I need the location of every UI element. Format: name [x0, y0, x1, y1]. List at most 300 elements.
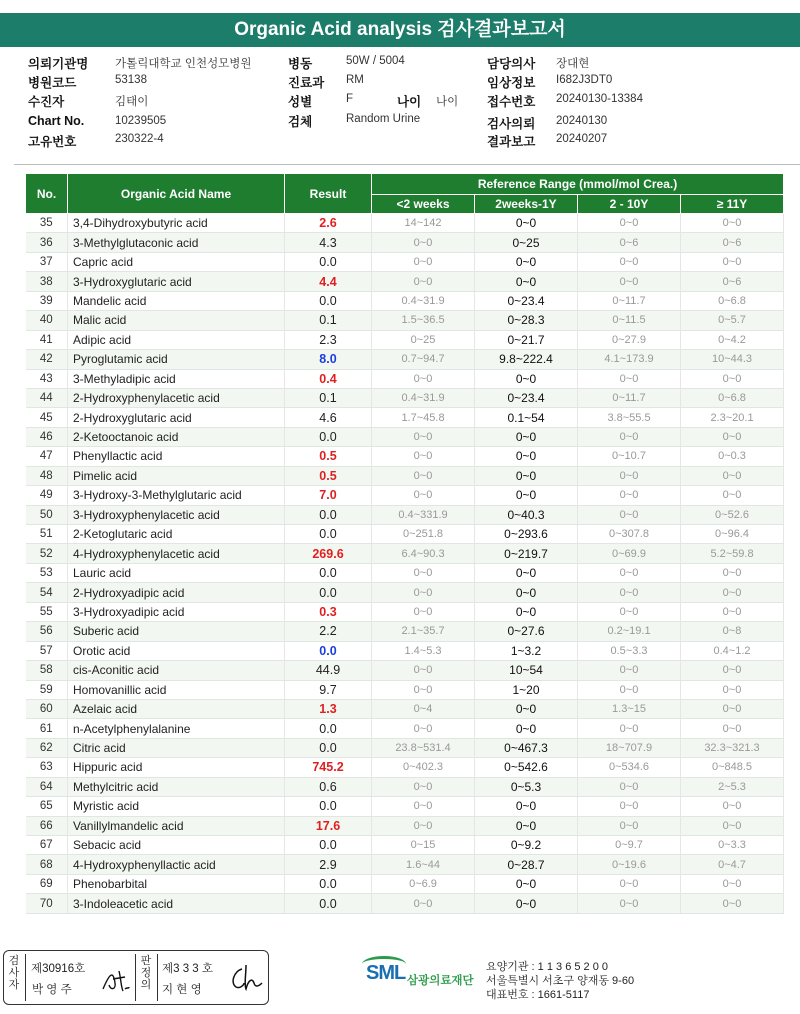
row-acid-name: 3-Indoleacetic acid — [68, 894, 285, 913]
row-range-lt2w: 0~0 — [372, 252, 475, 271]
row-no: 36 — [26, 233, 68, 252]
row-range-lt2w: 14~142 — [372, 214, 475, 233]
clinical-label: 임상정보 — [487, 76, 536, 90]
row-range-2w-1y: 0~0 — [475, 252, 578, 271]
header-no: No. — [26, 174, 68, 214]
row-no: 38 — [26, 272, 68, 291]
table-row — [26, 466, 784, 485]
row-range-2-10y: 0~0 — [578, 214, 681, 233]
row-acid-name: Vanillylmandelic acid — [68, 816, 285, 835]
row-range-ge11y: 2.3~20.1 — [681, 408, 784, 427]
row-range-2w-1y: 0~0 — [475, 369, 578, 388]
row-acid-name: 2-Hydroxyglutaric acid — [68, 408, 285, 427]
row-result: 0.5 — [285, 447, 372, 466]
table-row — [26, 311, 784, 330]
row-range-2w-1y: 0~0 — [475, 563, 578, 582]
examiner-no: 제30916호 — [31, 963, 86, 975]
row-acid-name: Malic acid — [68, 311, 285, 330]
row-no: 64 — [26, 777, 68, 796]
row-range-2w-1y: 0~21.7 — [475, 330, 578, 349]
row-range-ge11y: 10~44.3 — [681, 350, 784, 369]
row-range-2w-1y: 0~0 — [475, 816, 578, 835]
specimen-value: Random Urine — [346, 113, 421, 125]
row-range-ge11y: 0~4.7 — [681, 855, 784, 874]
row-range-2w-1y: 0~0 — [475, 214, 578, 233]
row-acid-name: Sebacic acid — [68, 836, 285, 855]
report-date-label: 결과보고 — [487, 135, 536, 149]
table-row — [26, 544, 784, 563]
row-result: 0.0 — [285, 719, 372, 738]
unique-no-value: 230322-4 — [115, 133, 164, 145]
request-label: 검사의뢰 — [487, 117, 536, 131]
row-range-lt2w: 0~6.9 — [372, 874, 475, 893]
row-acid-name: Citric acid — [68, 738, 285, 757]
row-range-2-10y: 0~0 — [578, 777, 681, 796]
row-range-lt2w: 0~0 — [372, 816, 475, 835]
row-range-lt2w: 0~0 — [372, 427, 475, 446]
separator — [135, 954, 136, 1001]
reviewer-label-text: 판정의 — [140, 955, 152, 991]
row-range-lt2w: 0~0 — [372, 680, 475, 699]
address: 서울특별시 서초구 양재동 9-60 — [486, 975, 635, 987]
row-range-lt2w: 0.4~331.9 — [372, 505, 475, 524]
ward-label: 병동 — [288, 57, 313, 71]
row-range-2w-1y: 0~0 — [475, 466, 578, 485]
row-range-lt2w: 23.8~531.4 — [372, 738, 475, 757]
row-range-2w-1y: 0~0 — [475, 719, 578, 738]
row-range-2-10y: 0~0 — [578, 466, 681, 485]
row-range-2-10y: 0~0 — [578, 680, 681, 699]
row-acid-name: Myristic acid — [68, 797, 285, 816]
row-range-2-10y: 0~11.7 — [578, 388, 681, 407]
row-range-lt2w: 0~0 — [372, 486, 475, 505]
row-range-lt2w: 0~0 — [372, 583, 475, 602]
age-value: 나이 — [436, 96, 459, 108]
table-row — [26, 855, 784, 874]
row-acid-name: 3-Methylglutaconic acid — [68, 233, 285, 252]
row-acid-name: Homovanillic acid — [68, 680, 285, 699]
row-acid-name: Pyroglutamic acid — [68, 350, 285, 369]
row-range-ge11y: 0~0 — [681, 816, 784, 835]
table-row — [26, 894, 784, 913]
row-range-2w-1y: 0~0 — [475, 874, 578, 893]
row-range-2-10y: 0~6 — [578, 233, 681, 252]
row-range-2-10y: 0~0 — [578, 661, 681, 680]
row-range-2-10y: 0~0 — [578, 816, 681, 835]
foundation-name: 삼광의료재단 — [407, 975, 474, 987]
row-range-2-10y: 0~0 — [578, 427, 681, 446]
table-row — [26, 563, 784, 582]
row-no: 40 — [26, 311, 68, 330]
row-range-ge11y: 0~8 — [681, 622, 784, 641]
row-range-2-10y: 3.8~55.5 — [578, 408, 681, 427]
row-range-2-10y: 0~307.8 — [578, 525, 681, 544]
row-range-2w-1y: 0~23.4 — [475, 291, 578, 310]
row-range-2w-1y: 0.1~54 — [475, 408, 578, 427]
row-result: 0.0 — [285, 427, 372, 446]
dept-value: RM — [346, 74, 364, 86]
row-range-ge11y: 5.2~59.8 — [681, 544, 784, 563]
row-result: 0.0 — [285, 583, 372, 602]
row-result: 4.6 — [285, 408, 372, 427]
row-range-2w-1y: 0~0 — [475, 699, 578, 718]
row-no: 51 — [26, 525, 68, 544]
row-range-lt2w: 0~0 — [372, 563, 475, 582]
row-result: 0.3 — [285, 602, 372, 621]
row-range-2w-1y: 0~0 — [475, 602, 578, 621]
row-no: 41 — [26, 330, 68, 349]
row-no: 62 — [26, 738, 68, 757]
table-row — [26, 622, 784, 641]
row-range-2w-1y: 0~219.7 — [475, 544, 578, 563]
row-result: 0.1 — [285, 311, 372, 330]
row-no: 61 — [26, 719, 68, 738]
row-result: 0.5 — [285, 466, 372, 485]
row-result: 0.0 — [285, 505, 372, 524]
row-range-2w-1y: 10~54 — [475, 661, 578, 680]
row-acid-name: 3-Methyladipic acid — [68, 369, 285, 388]
row-range-ge11y: 0~0 — [681, 427, 784, 446]
row-no: 46 — [26, 427, 68, 446]
row-result: 4.3 — [285, 233, 372, 252]
row-no: 45 — [26, 408, 68, 427]
row-range-2-10y: 0~0 — [578, 272, 681, 291]
row-result: 4.4 — [285, 272, 372, 291]
divider — [14, 164, 800, 165]
row-range-ge11y: 0~52.6 — [681, 505, 784, 524]
row-acid-name: n-Acetylphenylalanine — [68, 719, 285, 738]
header-name: Organic Acid Name — [68, 174, 285, 214]
header-range-lt2w: <2 weeks — [372, 195, 475, 214]
row-range-ge11y: 2~5.3 — [681, 777, 784, 796]
table-row — [26, 699, 784, 718]
row-range-2-10y: 0~0 — [578, 797, 681, 816]
row-range-2w-1y: 0~27.6 — [475, 622, 578, 641]
row-range-lt2w: 6.4~90.3 — [372, 544, 475, 563]
row-range-lt2w: 0~0 — [372, 447, 475, 466]
row-no: 69 — [26, 874, 68, 893]
row-no: 52 — [26, 544, 68, 563]
row-range-2w-1y: 0~40.3 — [475, 505, 578, 524]
row-no: 57 — [26, 641, 68, 660]
row-result: 0.0 — [285, 894, 372, 913]
row-no: 49 — [26, 486, 68, 505]
row-range-2-10y: 0~9.7 — [578, 836, 681, 855]
reviewer-signature — [226, 961, 264, 995]
row-result: 0.0 — [285, 291, 372, 310]
specimen-label: 검체 — [288, 115, 313, 129]
row-result: 0.0 — [285, 874, 372, 893]
hospital-code-value: 53138 — [115, 74, 147, 86]
header-reference: Reference Range (mmol/mol Crea.) — [372, 174, 784, 195]
row-range-2w-1y: 0~23.4 — [475, 388, 578, 407]
row-result: 0.0 — [285, 738, 372, 757]
phone: 대표번호 : 1661-5117 — [486, 989, 590, 1001]
row-range-ge11y: 0~3.3 — [681, 836, 784, 855]
table-row — [26, 836, 784, 855]
table-row — [26, 330, 784, 349]
row-range-ge11y: 0~0 — [681, 699, 784, 718]
row-acid-name: 2-Ketoglutaric acid — [68, 525, 285, 544]
row-range-2w-1y: 0~0 — [475, 427, 578, 446]
row-acid-name: 3-Hydroxy-3-Methylglutaric acid — [68, 486, 285, 505]
examiner-label-text: 검사자 — [8, 955, 20, 991]
row-range-2-10y: 0~0 — [578, 874, 681, 893]
row-result: 0.0 — [285, 797, 372, 816]
row-range-2w-1y: 0~28.3 — [475, 311, 578, 330]
row-range-lt2w: 0~402.3 — [372, 758, 475, 777]
row-range-2w-1y: 0~0 — [475, 486, 578, 505]
row-range-ge11y: 0~4.2 — [681, 330, 784, 349]
row-result: 0.6 — [285, 777, 372, 796]
row-range-ge11y: 0~6.8 — [681, 291, 784, 310]
separator — [157, 954, 158, 1001]
row-range-ge11y: 0~0 — [681, 369, 784, 388]
row-range-2w-1y: 0~0 — [475, 797, 578, 816]
row-range-ge11y: 0~0 — [681, 252, 784, 271]
table-row — [26, 874, 784, 893]
row-acid-name: 3-Hydroxyadipic acid — [68, 602, 285, 621]
row-range-2-10y: 0~19.6 — [578, 855, 681, 874]
row-range-ge11y: 0~0 — [681, 563, 784, 582]
row-range-lt2w: 0~0 — [372, 602, 475, 621]
row-result: 2.9 — [285, 855, 372, 874]
row-acid-name: Hippuric acid — [68, 758, 285, 777]
row-range-lt2w: 0.7~94.7 — [372, 350, 475, 369]
row-range-ge11y: 0~6.8 — [681, 388, 784, 407]
row-range-lt2w: 0.4~31.9 — [372, 388, 475, 407]
row-range-2w-1y: 0~0 — [475, 583, 578, 602]
row-acid-name: 3-Hydroxyglutaric acid — [68, 272, 285, 291]
row-range-ge11y: 0~0 — [681, 583, 784, 602]
row-range-2-10y: 0~0 — [578, 894, 681, 913]
row-acid-name: Lauric acid — [68, 563, 285, 582]
row-range-lt2w: 0~0 — [372, 661, 475, 680]
row-range-ge11y: 0.4~1.2 — [681, 641, 784, 660]
row-range-2-10y: 0~0 — [578, 563, 681, 582]
row-no: 42 — [26, 350, 68, 369]
row-range-2-10y: 0~534.6 — [578, 758, 681, 777]
row-range-lt2w: 2.1~35.7 — [372, 622, 475, 641]
table-row — [26, 350, 784, 369]
reviewer-no: 제3 3 3 호 — [162, 963, 213, 975]
table-row — [26, 408, 784, 427]
row-acid-name: 4-Hydroxyphenyllactic acid — [68, 855, 285, 874]
row-acid-name: 2-Ketooctanoic acid — [68, 427, 285, 446]
row-result: 7.0 — [285, 486, 372, 505]
row-range-2w-1y: 9.8~222.4 — [475, 350, 578, 369]
row-range-lt2w: 0~0 — [372, 466, 475, 485]
row-no: 39 — [26, 291, 68, 310]
row-acid-name: Phenobarbital — [68, 874, 285, 893]
report-date-value: 20240207 — [556, 133, 608, 145]
row-acid-name: Adipic acid — [68, 330, 285, 349]
header-range-2-10y: 2 - 10Y — [578, 195, 681, 214]
table-row — [26, 525, 784, 544]
row-no: 63 — [26, 758, 68, 777]
row-result: 0.1 — [285, 388, 372, 407]
row-range-2-10y: 18~707.9 — [578, 738, 681, 757]
row-range-lt2w: 0~251.8 — [372, 525, 475, 544]
row-range-2w-1y: 0~9.2 — [475, 836, 578, 855]
clinical-value: I682J3DT0 — [556, 74, 613, 86]
row-range-2w-1y: 0~25 — [475, 233, 578, 252]
request-value: 20240130 — [556, 115, 608, 127]
row-range-2-10y: 1.3~15 — [578, 699, 681, 718]
row-range-lt2w: 1.6~44 — [372, 855, 475, 874]
table-row — [26, 797, 784, 816]
row-result: 0.0 — [285, 641, 372, 660]
dept-label: 진료과 — [288, 76, 325, 90]
row-no: 60 — [26, 699, 68, 718]
row-range-ge11y: 0~6 — [681, 272, 784, 291]
row-acid-name: Mandelic acid — [68, 291, 285, 310]
row-range-2-10y: 0~27.9 — [578, 330, 681, 349]
row-result: 8.0 — [285, 350, 372, 369]
examinee-value: 김태이 — [115, 96, 149, 108]
row-result: 745.2 — [285, 758, 372, 777]
row-range-2-10y: 0~0 — [578, 252, 681, 271]
row-range-2-10y: 0~0 — [578, 505, 681, 524]
row-range-lt2w: 0~0 — [372, 272, 475, 291]
row-range-ge11y: 0~848.5 — [681, 758, 784, 777]
row-range-2w-1y: 0~0 — [475, 447, 578, 466]
row-result: 17.6 — [285, 816, 372, 835]
row-range-2-10y: 0~0 — [578, 719, 681, 738]
hospital-code-label: 병원코드 — [28, 76, 77, 90]
row-result: 9.7 — [285, 680, 372, 699]
row-range-2-10y: 0~10.7 — [578, 447, 681, 466]
table-row — [26, 486, 784, 505]
sml-logo: SML — [366, 962, 406, 984]
row-range-2-10y: 0~11.7 — [578, 291, 681, 310]
receipt-value: 20240130-13384 — [556, 93, 643, 105]
row-acid-name: cis-Aconitic acid — [68, 661, 285, 680]
table-row — [26, 583, 784, 602]
row-no: 47 — [26, 447, 68, 466]
row-acid-name: 4-Hydroxyphenylacetic acid — [68, 544, 285, 563]
row-range-ge11y: 32.3~321.3 — [681, 738, 784, 757]
row-range-ge11y: 0~0 — [681, 486, 784, 505]
row-range-ge11y: 0~0.3 — [681, 447, 784, 466]
row-result: 0.4 — [285, 369, 372, 388]
row-acid-name: Methylcitric acid — [68, 777, 285, 796]
separator — [25, 954, 26, 1001]
row-range-lt2w: 0~0 — [372, 719, 475, 738]
row-range-2w-1y: 0~293.6 — [475, 525, 578, 544]
row-range-lt2w: 0~0 — [372, 369, 475, 388]
row-acid-name: Capric acid — [68, 252, 285, 271]
sex-label: 성별 — [288, 95, 313, 109]
row-acid-name: Pimelic acid — [68, 466, 285, 485]
row-no: 50 — [26, 505, 68, 524]
row-result: 0.0 — [285, 836, 372, 855]
table-row — [26, 252, 784, 271]
doctor-value: 장대현 — [556, 58, 590, 70]
row-range-2-10y: 0.5~3.3 — [578, 641, 681, 660]
institution-code: 요양기관 : 1 1 3 6 5 2 0 0 — [486, 961, 609, 973]
row-result: 44.9 — [285, 661, 372, 680]
table-row — [26, 816, 784, 835]
unique-no-label: 고유번호 — [28, 135, 77, 149]
row-no: 68 — [26, 855, 68, 874]
table-row — [26, 738, 784, 757]
row-range-lt2w: 0~0 — [372, 797, 475, 816]
row-acid-name: Azelaic acid — [68, 699, 285, 718]
results-body — [26, 214, 784, 914]
row-range-ge11y: 0~6 — [681, 233, 784, 252]
row-no: 55 — [26, 602, 68, 621]
row-no: 59 — [26, 680, 68, 699]
row-no: 67 — [26, 836, 68, 855]
table-row — [26, 505, 784, 524]
row-range-2-10y: 0~0 — [578, 369, 681, 388]
row-no: 53 — [26, 563, 68, 582]
row-acid-name: 2-Hydroxyphenylacetic acid — [68, 388, 285, 407]
age-label: 나이 — [397, 95, 422, 109]
row-range-2-10y: 0~0 — [578, 486, 681, 505]
table-row — [26, 758, 784, 777]
examiner-label — [8, 955, 22, 991]
row-acid-name: Orotic acid — [68, 641, 285, 660]
table-row — [26, 680, 784, 699]
hospital-value: 가톨릭대학교 인천성모병원 — [115, 58, 252, 70]
row-range-ge11y: 0~0 — [681, 874, 784, 893]
row-range-lt2w: 0~0 — [372, 777, 475, 796]
row-range-2-10y: 0~0 — [578, 583, 681, 602]
header-range-ge11y: ≥ 11Y — [681, 195, 784, 214]
receipt-label: 접수번호 — [487, 95, 536, 109]
examinee-label: 수진자 — [28, 95, 65, 109]
row-range-lt2w: 0~0 — [372, 894, 475, 913]
row-range-ge11y: 0~0 — [681, 719, 784, 738]
row-range-lt2w: 1.4~5.3 — [372, 641, 475, 660]
chart-no-label: Chart No. — [28, 114, 85, 128]
row-acid-name: Suberic acid — [68, 622, 285, 641]
row-range-2w-1y: 0~5.3 — [475, 777, 578, 796]
row-result: 0.0 — [285, 563, 372, 582]
row-acid-name: 3,4-Dihydroxybutyric acid — [68, 214, 285, 233]
row-range-lt2w: 1.5~36.5 — [372, 311, 475, 330]
results-table — [25, 173, 784, 914]
row-range-ge11y: 0~0 — [681, 894, 784, 913]
table-row — [26, 388, 784, 407]
hospital-label: 의뢰기관명 — [28, 57, 89, 71]
row-result: 2.2 — [285, 622, 372, 641]
table-row — [26, 447, 784, 466]
row-no: 44 — [26, 388, 68, 407]
row-no: 37 — [26, 252, 68, 271]
row-range-ge11y: 0~0 — [681, 602, 784, 621]
row-no: 48 — [26, 466, 68, 485]
row-no: 58 — [26, 661, 68, 680]
row-range-ge11y: 0~0 — [681, 680, 784, 699]
row-range-2-10y: 0~0 — [578, 602, 681, 621]
report-title: Organic Acid analysis 검사결과보고서 — [0, 13, 800, 47]
table-row — [26, 427, 784, 446]
row-acid-name: 2-Hydroxyadipic acid — [68, 583, 285, 602]
row-range-2-10y: 0~69.9 — [578, 544, 681, 563]
row-range-2w-1y: 0~542.6 — [475, 758, 578, 777]
table-row — [26, 641, 784, 660]
row-range-lt2w: 0~4 — [372, 699, 475, 718]
table-row — [26, 777, 784, 796]
examiner-name: 박 영 주 — [32, 984, 72, 996]
row-range-ge11y: 0~0 — [681, 214, 784, 233]
signature-box — [3, 950, 269, 1005]
row-range-ge11y: 0~5.7 — [681, 311, 784, 330]
row-result: 0.0 — [285, 252, 372, 271]
